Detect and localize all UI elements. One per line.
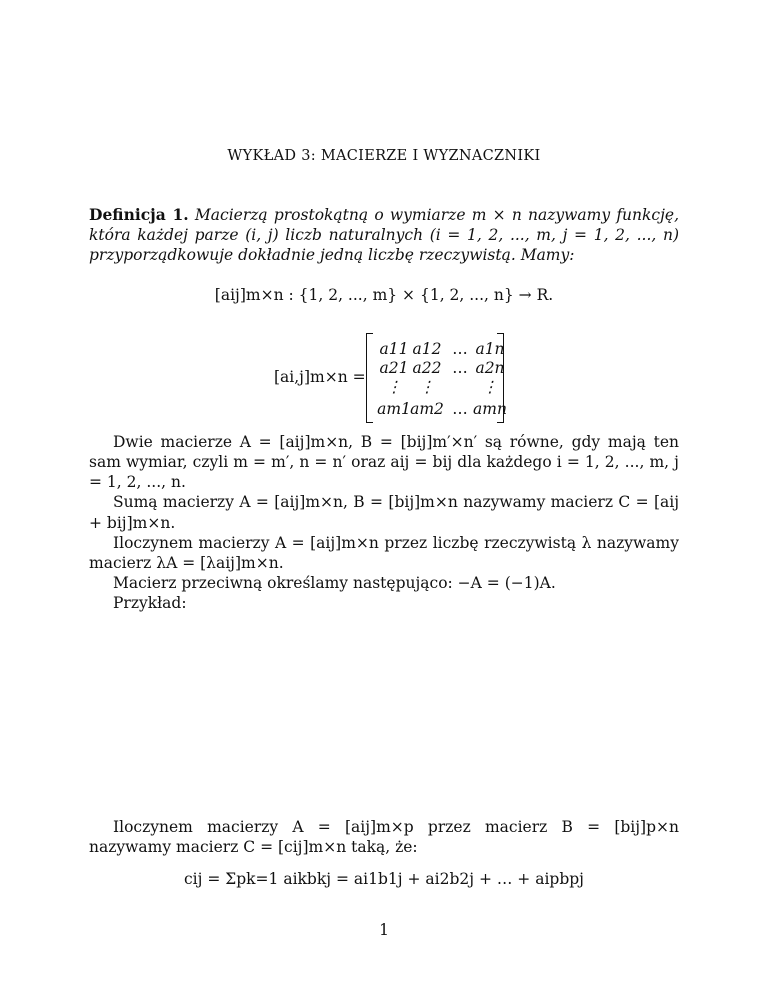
matrix-cell: amn (473, 400, 507, 418)
sum-paragraph: Sumą macierzy A = [aij]m×n, B = [bij]m×n nazywamy macierz C = [aij + bij]m×n. (89, 493, 679, 532)
matrix-cell: … (452, 340, 468, 358)
equation-mapping: [aij]m×n : {1, 2, ..., m} × {1, 2, ..., n} → R. (214, 286, 554, 304)
definition-label: Definicja 1. (89, 205, 189, 224)
page-title: WYKŁAD 3: MACIERZE I WYZNACZNIKI (227, 148, 541, 164)
matrix-properties (89, 432, 679, 613)
definition-paragraph (89, 205, 679, 265)
matrix-row (377, 358, 505, 378)
matrix-cell: a12 (412, 340, 442, 358)
matrix-cell: a21 (379, 359, 409, 377)
matrix-cell: am1 (377, 400, 411, 418)
matrix-bracket (366, 333, 507, 423)
example-label: Przykład: (113, 594, 187, 613)
matrix-cell: am2 (410, 400, 444, 418)
matrix-cell: a2n (475, 359, 505, 377)
matrix-cell: a11 (379, 340, 409, 358)
matrix-cell: a1n (475, 340, 505, 358)
matrix-cell: ⋮ (482, 378, 498, 396)
scalar-product-paragraph: Iloczynem macierzy A = [aij]m×n przez liczbę rzeczywistą λ nazywamy macierz λA = [λaij]m×n. (89, 533, 679, 572)
equality-paragraph: Dwie macierze A = [aij]m×n, B = [bij]m′×n′ są równe, gdy mają ten sam wymiar, czyli m = m′, n = n′ oraz aij = bij dla każdego i = 1, 2, ..., m, j = 1, 2, ..., n. (89, 433, 679, 492)
matrix-cell: … (452, 359, 468, 377)
product-paragraph (89, 817, 679, 857)
matrix-lhs: [ai,j]m×n = (274, 368, 366, 386)
matrix-cell: ⋮ (386, 378, 402, 396)
matrix-row (377, 399, 507, 419)
matrix-row (377, 377, 497, 397)
matrix-cell: ⋮ (419, 378, 435, 396)
page-number: 1 (379, 921, 389, 939)
opposite-matrix-paragraph: Macierz przeciwną określamy następująco: −A = (−1)A. (113, 573, 556, 592)
definition-text: Macierzą prostokątną o wymiarze m × n nazywamy funkcję, która każdej parze (i, j) liczb naturalnych (i = 1, 2, ..., m, j = 1, 2, ..., n) przyporządkowuje dokładnie jedną liczbę rzeczywistą. Mamy: (89, 206, 679, 265)
matrix-cell: … (452, 400, 468, 418)
matrix-cell: a22 (412, 359, 442, 377)
equation-product: cij = Σpk=1 aikbkj = ai1b1j + ai2b2j + … + aipbpj (184, 870, 584, 888)
product-text: Iloczynem macierzy A = [aij]m×p przez macierz B = [bij]p×n nazywamy macierz C = [cij]m×n taką, że: (89, 818, 679, 857)
matrix-row (377, 339, 505, 359)
